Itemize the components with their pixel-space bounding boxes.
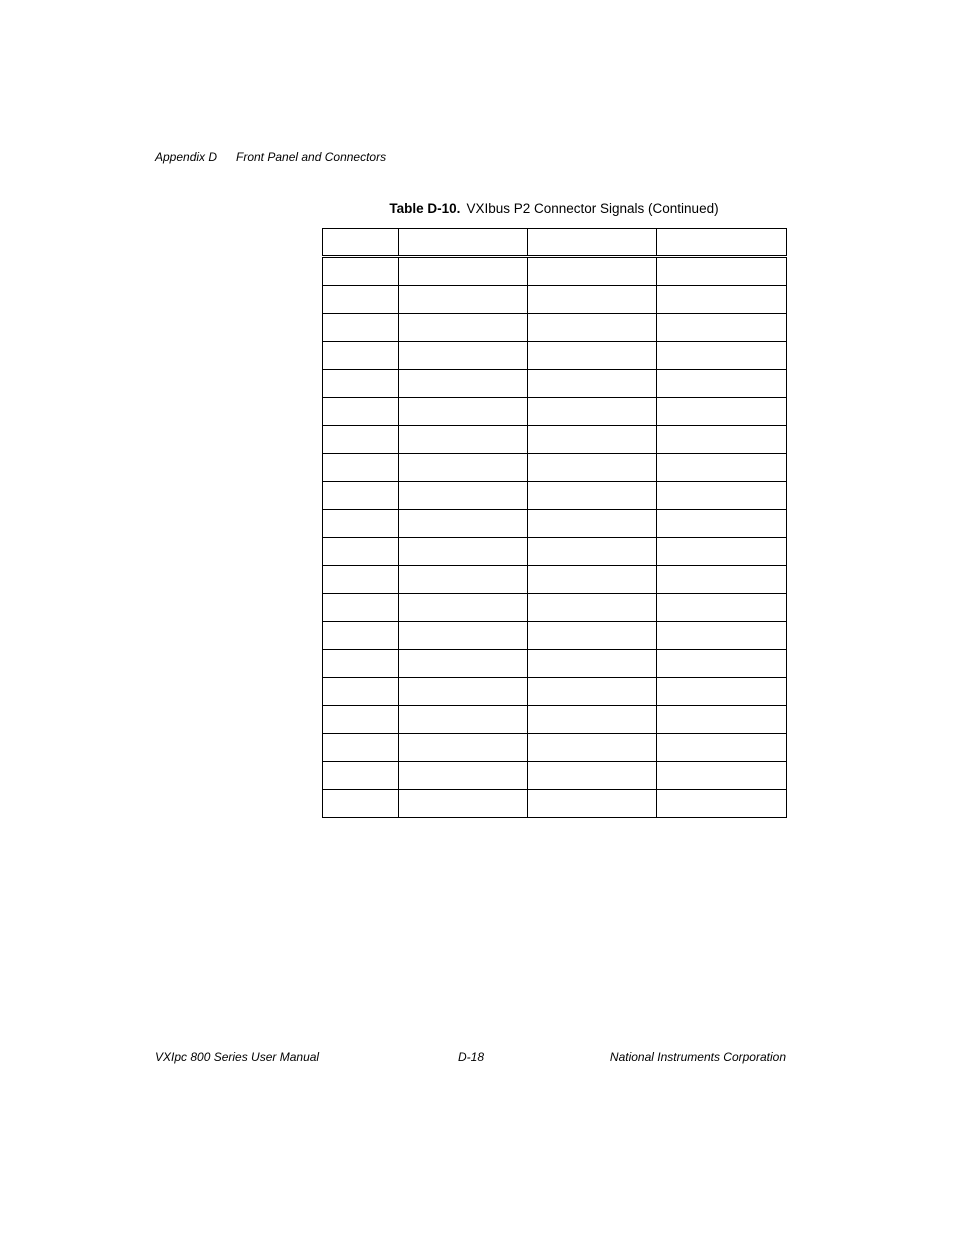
table-cell (323, 566, 399, 594)
table-cell (323, 286, 399, 314)
table-cell (399, 342, 528, 370)
table-cell (399, 286, 528, 314)
table-cell (528, 566, 657, 594)
table-cell (399, 566, 528, 594)
table-row (323, 650, 787, 678)
table-cell (528, 482, 657, 510)
table-cell (528, 650, 657, 678)
table-cell (399, 370, 528, 398)
table-cell (657, 482, 787, 510)
table-cell (323, 398, 399, 426)
table-cell (657, 454, 787, 482)
table-cell (323, 594, 399, 622)
table-cell (657, 510, 787, 538)
table-cell (657, 706, 787, 734)
table-cell (657, 538, 787, 566)
table-cell (528, 594, 657, 622)
table-header-cell (323, 229, 399, 257)
table-row (323, 538, 787, 566)
table-cell (399, 650, 528, 678)
table-row (323, 426, 787, 454)
table-cell (399, 454, 528, 482)
table-cell (399, 594, 528, 622)
footer-company: National Instruments Corporation (609, 1050, 786, 1064)
table-header-cell (399, 229, 528, 257)
table-cell (323, 622, 399, 650)
table-cell (323, 538, 399, 566)
table-cell (399, 678, 528, 706)
table-row (323, 706, 787, 734)
table-cell (528, 314, 657, 342)
table-row (323, 622, 787, 650)
table-cell (528, 538, 657, 566)
table-row (323, 286, 787, 314)
footer-manual-title: VXIpc 800 Series User Manual (155, 1050, 320, 1064)
table-cell (528, 342, 657, 370)
table-cell (323, 762, 399, 790)
table-cell (528, 257, 657, 286)
table-row (323, 370, 787, 398)
table-cell (528, 370, 657, 398)
table-cell (657, 398, 787, 426)
table-cell (657, 622, 787, 650)
table-cell (323, 257, 399, 286)
table-cell (399, 510, 528, 538)
table-row (323, 482, 787, 510)
table-cell (323, 426, 399, 454)
table-cell (528, 286, 657, 314)
table-cell (657, 342, 787, 370)
table-cell (657, 370, 787, 398)
table-row (323, 398, 787, 426)
table-caption (322, 201, 786, 216)
table-cell (528, 734, 657, 762)
table-header-row (323, 229, 787, 257)
table-cell (528, 678, 657, 706)
table-cell (399, 426, 528, 454)
page-number: D-18 (458, 1050, 485, 1064)
table-caption-title: VXIbus P2 Connector Signals (Continued) (466, 201, 719, 216)
table-row (323, 510, 787, 538)
table-cell (323, 706, 399, 734)
table-cell (399, 762, 528, 790)
table-cell (399, 257, 528, 286)
table-row (323, 734, 787, 762)
table-row (323, 257, 787, 286)
table-cell (399, 482, 528, 510)
table-cell (323, 370, 399, 398)
table-cell (657, 650, 787, 678)
table-row (323, 594, 787, 622)
table-cell (528, 762, 657, 790)
table-cell (323, 790, 399, 818)
table-row (323, 790, 787, 818)
table-row (323, 762, 787, 790)
table-cell (323, 454, 399, 482)
table-cell (399, 734, 528, 762)
table-cell (323, 510, 399, 538)
running-header-section: Appendix D (155, 150, 218, 164)
table-cell (657, 678, 787, 706)
table-cell (323, 314, 399, 342)
table-cell (323, 482, 399, 510)
table-caption-label: Table D-10. (389, 201, 461, 216)
table-cell (323, 650, 399, 678)
table-cell (399, 706, 528, 734)
table-cell (657, 594, 787, 622)
table-cell (528, 706, 657, 734)
table-row (323, 566, 787, 594)
table-cell (528, 398, 657, 426)
table-cell (399, 314, 528, 342)
table-cell (528, 454, 657, 482)
table-cell (657, 257, 787, 286)
table-cell (657, 566, 787, 594)
table-cell (657, 762, 787, 790)
table-cell (657, 426, 787, 454)
table-cell (399, 538, 528, 566)
table-cell (323, 678, 399, 706)
connector-signals-table (322, 228, 787, 818)
table-cell (399, 622, 528, 650)
table-row (323, 678, 787, 706)
table-cell (323, 734, 399, 762)
table-header-cell (657, 229, 787, 257)
running-header-title: Front Panel and Connectors (236, 150, 387, 164)
table-cell (323, 342, 399, 370)
table-cell (528, 622, 657, 650)
table-cell (657, 790, 787, 818)
table-cell (657, 734, 787, 762)
table-cell (528, 510, 657, 538)
table-row (323, 314, 787, 342)
table-cell (399, 398, 528, 426)
table-header-cell (528, 229, 657, 257)
table-cell (399, 790, 528, 818)
table-cell (528, 426, 657, 454)
table-cell (657, 314, 787, 342)
table-cell (528, 790, 657, 818)
table-row (323, 342, 787, 370)
table-cell (657, 286, 787, 314)
table-row (323, 454, 787, 482)
